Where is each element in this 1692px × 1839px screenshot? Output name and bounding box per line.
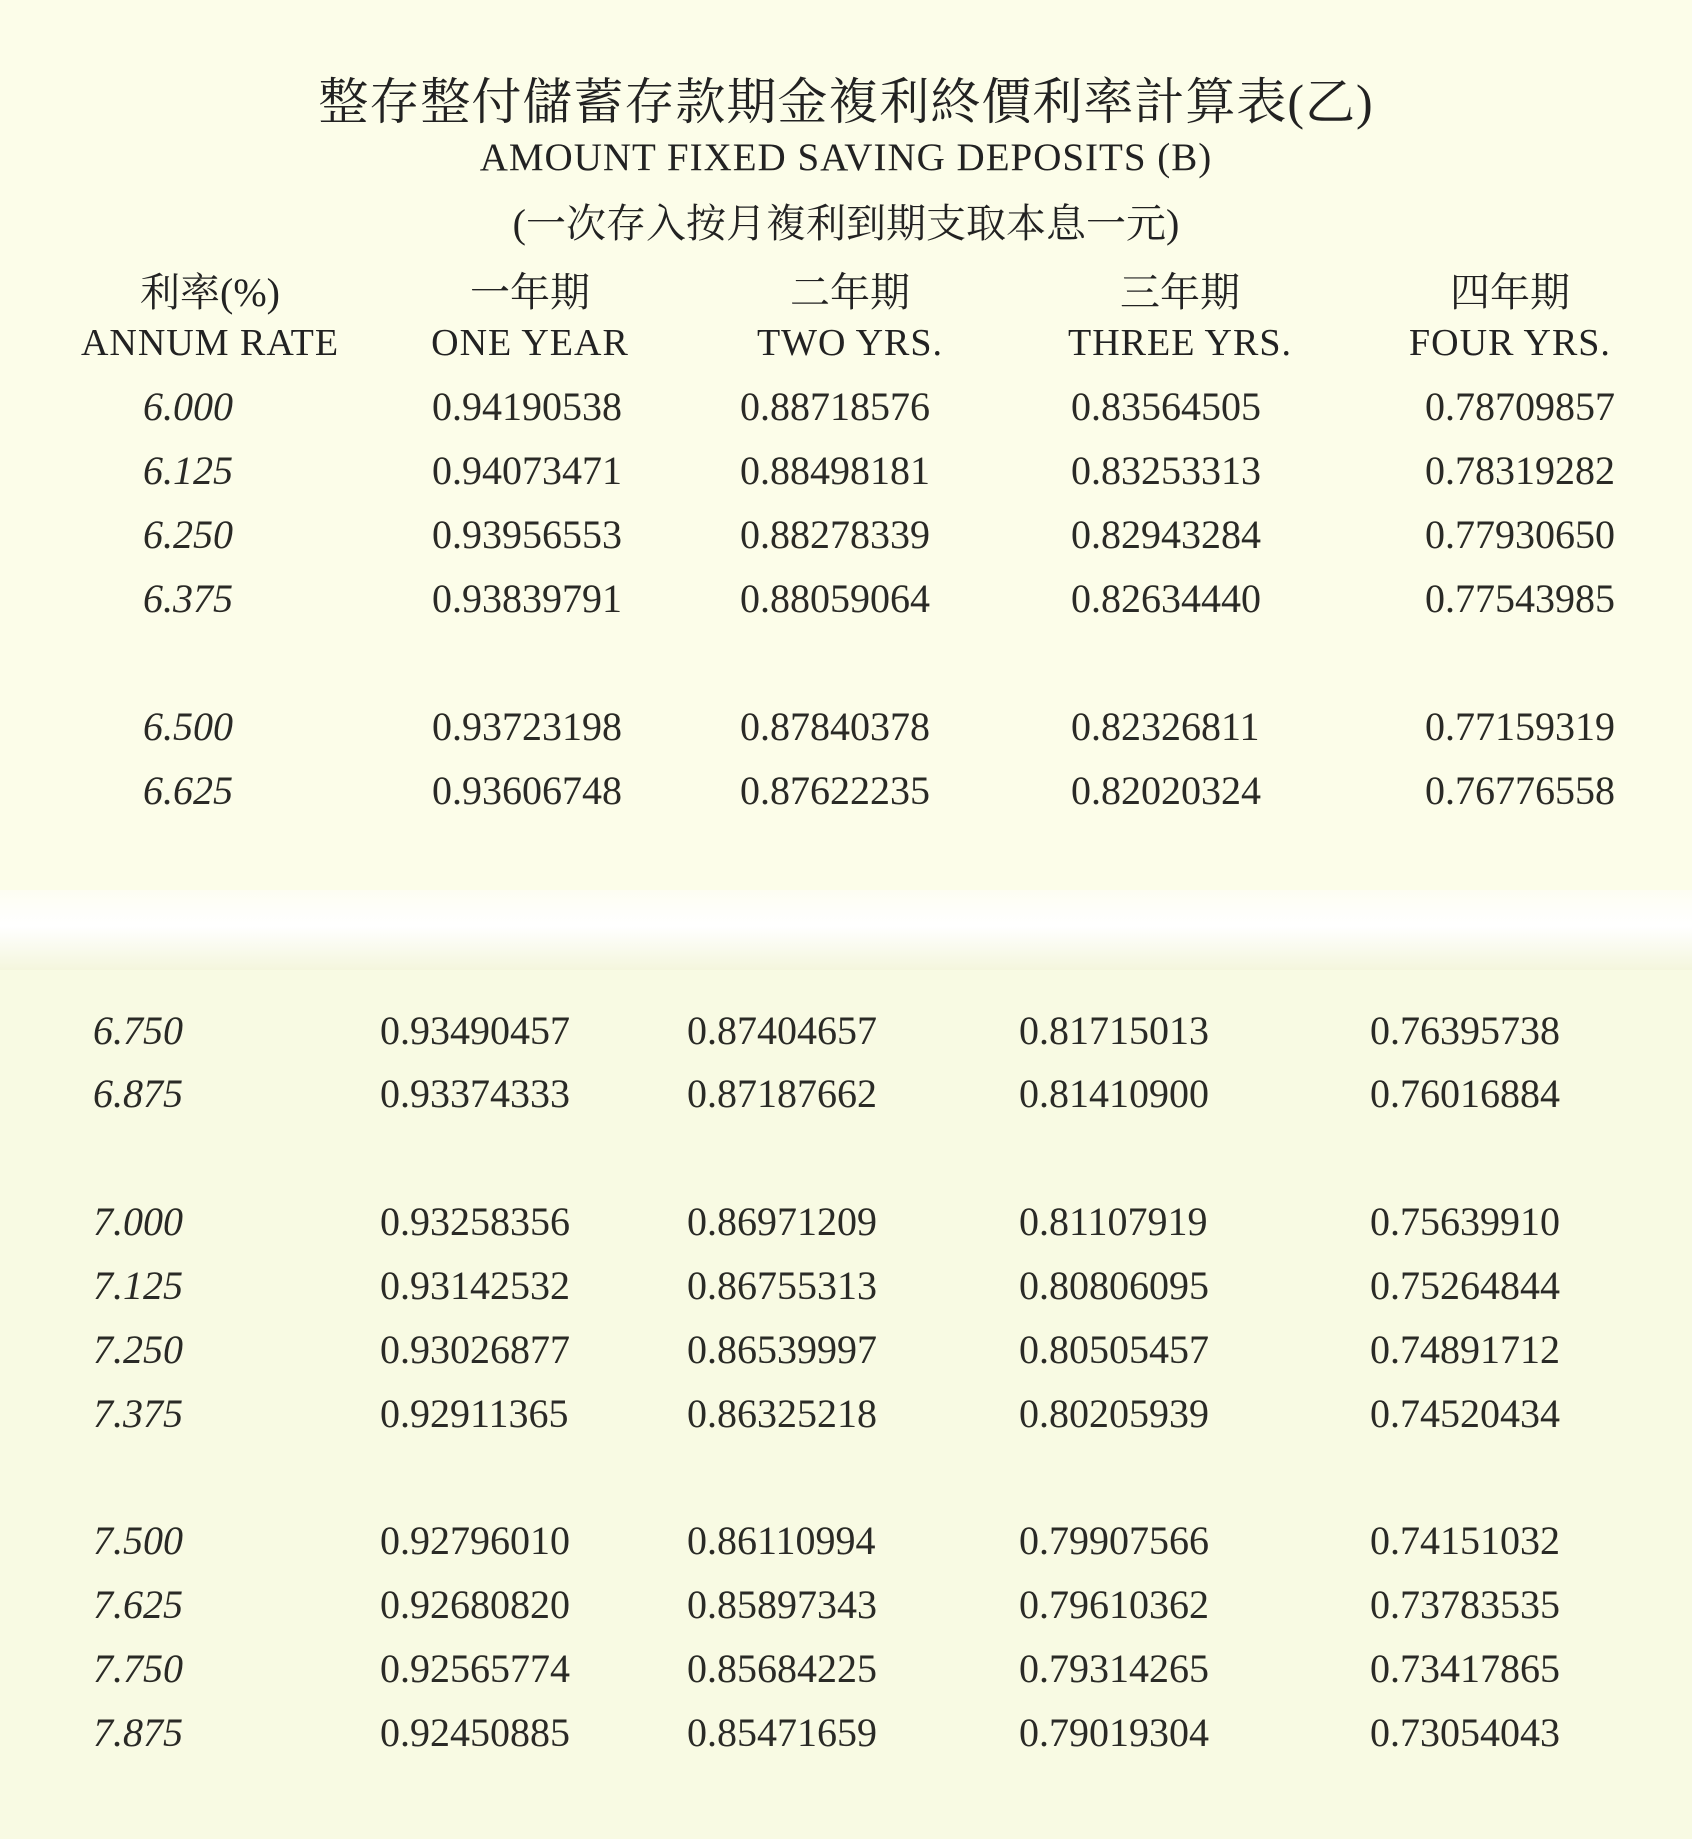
one-year-cell: 0.92450885 [380,1710,570,1755]
two-years-cell: 0.88498181 [740,448,930,493]
four-years-cell: 0.76776558 [1425,768,1615,813]
one-year-cell: 0.93723198 [432,704,622,749]
two-years-cell: 0.87187662 [687,1071,877,1116]
page-title-english: AMOUNT FIXED SAVING DEPOSITS (B) [479,136,1213,179]
rate-cell: 7.000 [93,1199,183,1244]
table-row [0,377,1692,437]
four-years-cell: 0.78319282 [1425,448,1615,493]
rate-cell: 6.750 [93,1008,183,1053]
rate-cell: 7.125 [93,1263,183,1308]
two-years-cell: 0.86110994 [687,1518,876,1563]
four-years-cell: 0.78709857 [1425,384,1615,429]
three-years-cell: 0.81410900 [1019,1071,1209,1116]
table-row [0,1703,1692,1763]
rate-cell: 6.000 [143,384,233,429]
page-fold [0,890,1692,970]
one-year-cell: 0.93606748 [432,768,622,813]
two-years-cell: 0.87404657 [687,1008,877,1053]
column-header-rate: 利率(%) ANNUM RATE [80,270,340,364]
three-years-cell: 0.79610362 [1019,1582,1209,1627]
three-years-cell: 0.80505457 [1019,1327,1209,1372]
one-year-cell: 0.93258356 [380,1199,570,1244]
table-row [0,1192,1692,1252]
four-years-cell: 0.76395738 [1370,1008,1560,1053]
three-years-cell: 0.80205939 [1019,1391,1209,1436]
table-row [0,1384,1692,1444]
two-years-cell: 0.88278339 [740,512,930,557]
rate-cell: 6.875 [93,1071,183,1116]
four-years-cell: 0.76016884 [1370,1071,1560,1116]
table-row [0,505,1692,565]
rate-cell: 6.125 [143,448,233,493]
rate-cell: 7.875 [93,1710,183,1755]
two-years-cell: 0.87840378 [740,704,930,749]
three-years-cell: 0.79019304 [1019,1710,1209,1755]
table-row [0,761,1692,821]
table-row [0,1256,1692,1316]
one-year-cell: 0.92796010 [380,1518,570,1563]
column-header-two-years: 二年期 TWO YRS. [756,270,944,364]
one-year-cell: 0.92565774 [380,1646,570,1691]
column-header-one-year: 一年期 ONE YEAR [431,270,629,364]
rate-cell: 6.250 [143,512,233,557]
one-year-cell: 0.93026877 [380,1327,570,1372]
two-years-cell: 0.85471659 [687,1710,877,1755]
four-years-cell: 0.74520434 [1370,1391,1560,1436]
four-years-cell: 0.77930650 [1425,512,1615,557]
three-years-cell: 0.82634440 [1071,576,1261,621]
four-years-cell: 0.75639910 [1370,1199,1560,1244]
three-years-cell: 0.79314265 [1019,1646,1209,1691]
three-years-cell: 0.79907566 [1019,1518,1209,1563]
rate-cell: 7.250 [93,1327,183,1372]
page-title: 整存整付儲蓄存款期金複利終價利率計算表(乙) [318,74,1374,130]
table-row [0,569,1692,629]
table-row [0,1001,1692,1061]
three-years-cell: 0.82020324 [1071,768,1261,813]
three-years-cell: 0.81107919 [1019,1199,1208,1244]
three-years-cell: 0.81715013 [1019,1008,1209,1053]
rate-cell: 6.375 [143,576,233,621]
rate-cell: 7.375 [93,1391,183,1436]
rate-cell: 6.625 [143,768,233,813]
two-years-cell: 0.88059064 [740,576,930,621]
table-row [0,1511,1692,1571]
three-years-cell: 0.83253313 [1071,448,1261,493]
one-year-cell: 0.93142532 [380,1263,570,1308]
three-years-cell: 0.80806095 [1019,1263,1209,1308]
four-years-cell: 0.73783535 [1370,1582,1560,1627]
table-row [0,1064,1692,1124]
rate-cell: 6.500 [143,704,233,749]
one-year-cell: 0.93956553 [432,512,622,557]
one-year-cell: 0.93374333 [380,1071,570,1116]
two-years-cell: 0.85684225 [687,1646,877,1691]
table-row [0,441,1692,501]
four-years-cell: 0.74151032 [1370,1518,1560,1563]
page-subtitle: (一次存入按月複利到期支取本息一元) [512,201,1180,246]
one-year-cell: 0.93490457 [380,1008,570,1053]
four-years-cell: 0.75264844 [1370,1263,1560,1308]
table-row [0,1320,1692,1380]
two-years-cell: 0.88718576 [740,384,930,429]
four-years-cell: 0.73054043 [1370,1710,1560,1755]
three-years-cell: 0.83564505 [1071,384,1261,429]
table-row [0,697,1692,757]
two-years-cell: 0.86325218 [687,1391,877,1436]
four-years-cell: 0.77543985 [1425,576,1615,621]
column-header-four-years: 四年期 FOUR YRS. [1409,270,1611,364]
two-years-cell: 0.86755313 [687,1263,877,1308]
one-year-cell: 0.94190538 [432,384,622,429]
three-years-cell: 0.82326811 [1071,704,1260,749]
one-year-cell: 0.92911365 [380,1391,569,1436]
four-years-cell: 0.74891712 [1370,1327,1560,1372]
three-years-cell: 0.82943284 [1071,512,1261,557]
four-years-cell: 0.77159319 [1425,704,1615,749]
rate-cell: 7.625 [93,1582,183,1627]
two-years-cell: 0.86539997 [687,1327,877,1372]
rate-cell: 7.500 [93,1518,183,1563]
table-row [0,1639,1692,1699]
column-header-three-years: 三年期 THREE YRS. [1068,270,1292,364]
two-years-cell: 0.86971209 [687,1199,877,1244]
four-years-cell: 0.73417865 [1370,1646,1560,1691]
one-year-cell: 0.94073471 [432,448,622,493]
two-years-cell: 0.87622235 [740,768,930,813]
rate-cell: 7.750 [93,1646,183,1691]
two-years-cell: 0.85897343 [687,1582,877,1627]
one-year-cell: 0.92680820 [380,1582,570,1627]
table-row [0,1575,1692,1635]
one-year-cell: 0.93839791 [432,576,622,621]
